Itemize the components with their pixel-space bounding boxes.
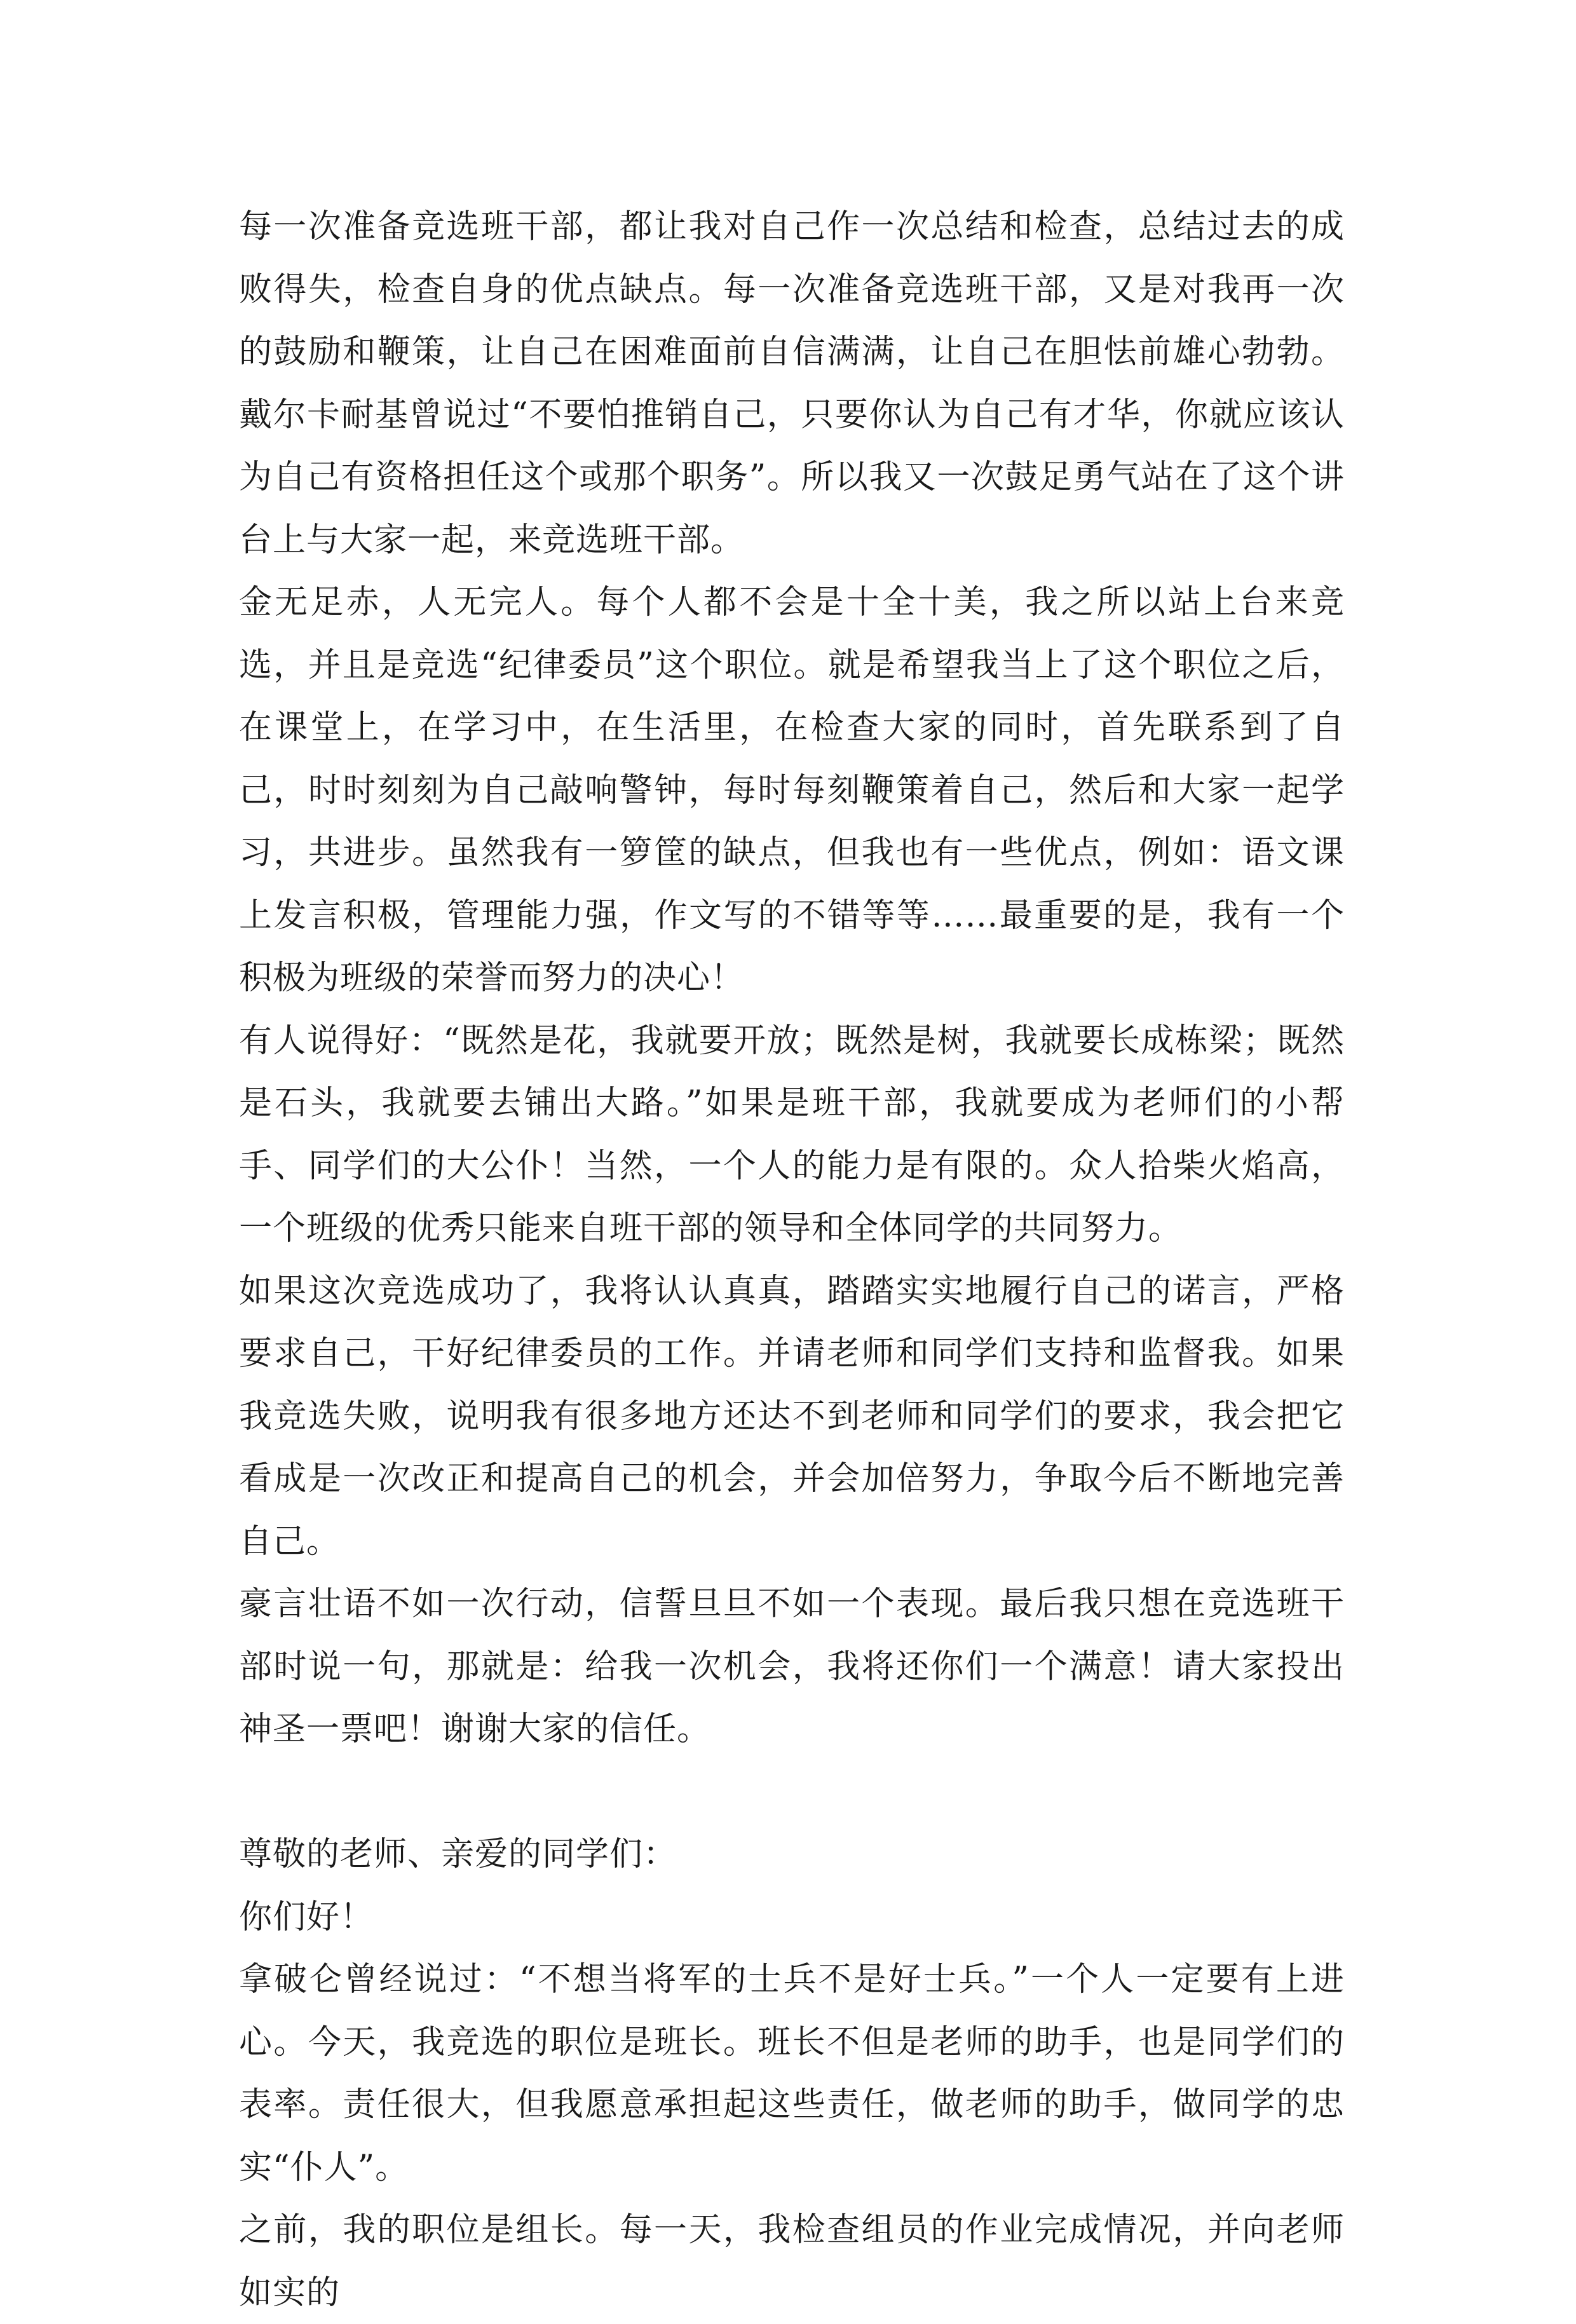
paragraph: 有人说得好：“既然是花，我就要开放；既然是树，我就要长成栋梁；既然是石头，我就要去铺出大路。”如果是班干部，我就要成为老师们的小帮手、同学们的大公仆！当然，一个人的能力是有限的。众人拾柴火焰高，一个班级的优秀只能来自班干部的领导和全体同学的共同努力。: [239, 1021, 1345, 1247]
greeting: 你们好！: [239, 1898, 374, 1936]
paragraph: 如果这次竞选成功了，我将认认真真，踏踏实实地履行自己的诺言，严格要求自己，干好纪律委员的工作。并请老师和同学们支持和监督我。如果我竞选失败，说明我有很多地方还达不到老师和同学们的要求，我会把它看成是一次改正和提高自己的机会，并会加倍努力，争取今后不断地完善自己。: [239, 1272, 1345, 1561]
section-gap: [239, 1761, 1345, 1824]
paragraph: 拿破仑曾经说过：“不想当将军的士兵不是好士兵。”一个人一定要有上进心。今天，我竞选的职位是班长。班长不但是老师的助手，也是同学们的表率。责任很大，但我愿意承担起这些责任，做老师的助手，做同学的忠实“仆人”。: [239, 1960, 1345, 2187]
paragraph: 之前，我的职位是组长。每一天，我检查组员的作业完成情况，并向老师如实的: [239, 2211, 1345, 2312]
paragraph: 每一次准备竞选班干部，都让我对自己作一次总结和检查，总结过去的成败得失，检查自身的优点缺点。每一次准备竞选班干部，又是对我再一次的鼓励和鞭策，让自己在困难面前自信满满，让自己在胆怯前雄心勃勃。戴尔卡耐基曾说过“不要怕推销自己，只要你认为自己有才华，你就应该认为自己有资格担任这个或那个职务”。所以我又一次鼓足勇气站在了这个讲台上与大家一起，来竞选班干部。: [239, 208, 1345, 559]
salutation: 尊敬的老师、亲爱的同学们：: [239, 1835, 677, 1873]
document-body: [239, 196, 1345, 2324]
paragraph: 金无足赤，人无完人。每个人都不会是十全十美，我之所以站上台来竞选，并且是竞选“纪律委员”这个职位。就是希望我当上了这个职位之后，在课堂上，在学习中，在生活里，在检查大家的同时，首先联系到了自己，时时刻刻为自己敲响警钟，每时每刻鞭策着自己，然后和大家一起学习，共进步。虽然我有一箩筐的缺点，但我也有一些优点，例如：语文课上发言积极，管理能力强，作文写的不错等等……最重要的是，我有一个积极为班级的荣誉而努力的决心！: [239, 583, 1345, 997]
paragraph: 豪言壮语不如一次行动，信誓旦旦不如一个表现。最后我只想在竞选班干部时说一句，那就是：给我一次机会，我将还你们一个满意！请大家投出神圣一票吧！谢谢大家的信任。: [239, 1585, 1345, 1748]
